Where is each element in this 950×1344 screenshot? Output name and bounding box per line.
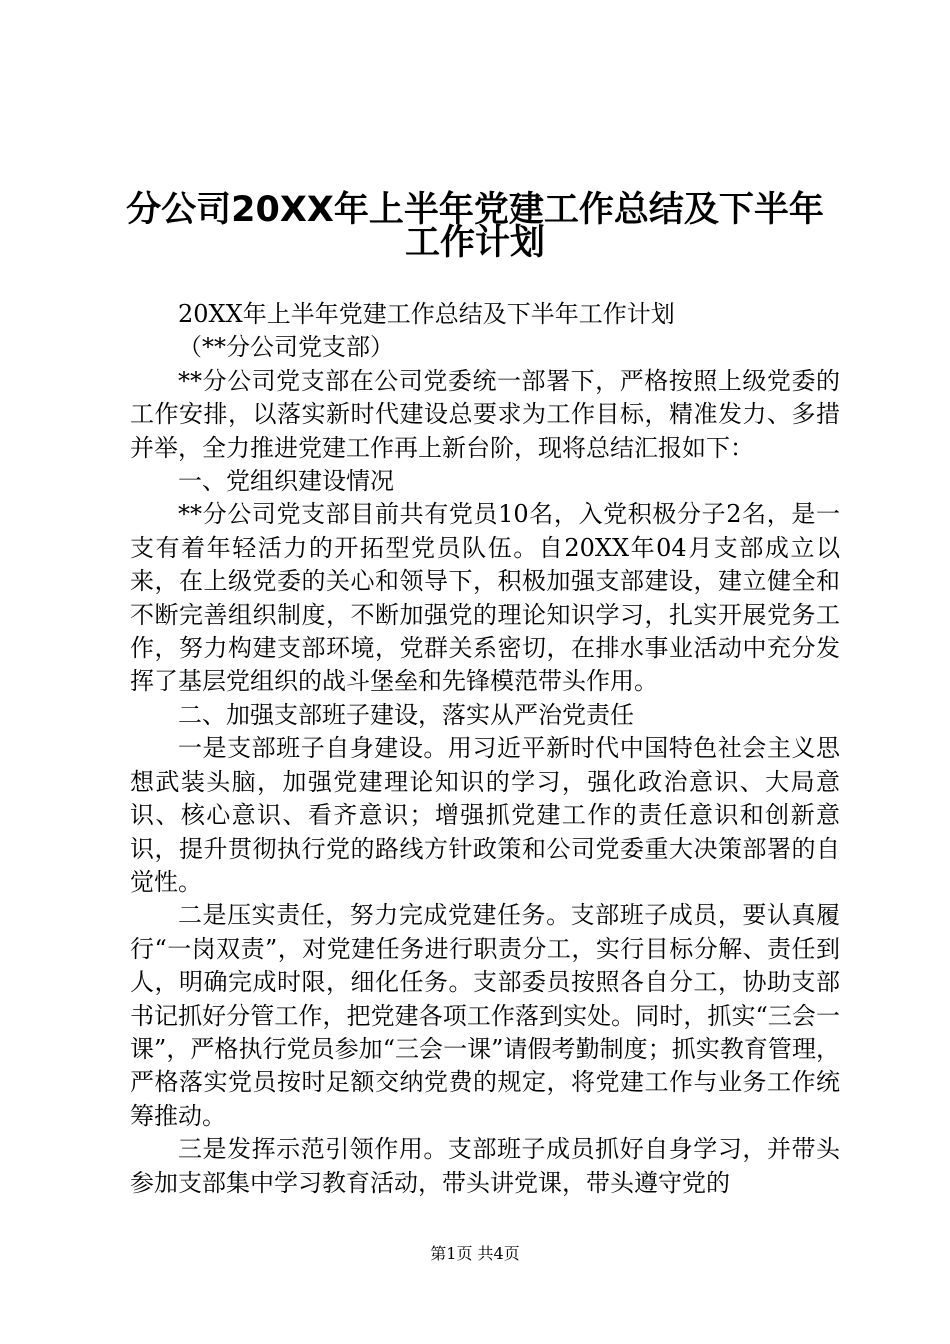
paragraph-point-1: 一是支部班子自身建设。用习近平新时代中国特色社会主义思想武装头脑，加强党建理论知识的学习，强化政治意识、大局意识、核心意识、看齐意识；增强抓党建工作的责任意识和创新意识，提升贯彻执行党的路线方针政策和公司党委重大决策部署的自觉性。	[130, 734, 840, 896]
document-body	[130, 298, 840, 1200]
paragraph-intro: **分公司党支部在公司党委统一部署下，严格按照上级党委的工作安排，以落实新时代建设总要求为工作目标，精准发力、多措并举，全力推进党建工作再上新台阶，现将总结汇报如下：	[130, 366, 840, 462]
section-heading-1: 一、党组织建设情况	[178, 467, 394, 496]
paragraph-point-2: 二是压实责任，努力完成党建任务。支部班子成员，要认真履行“一岗双责”，对党建任务进行职责分工，实行目标分解、责任到人，明确完成时限，细化任务。支部委员按照各自分工，协助支部书记抓好分管工作，把党建各项工作落到实处。同时，抓实“三会一课”，严格执行党员参加“三会一课”请假考勤制度；抓实教育管理，严格落实党员按时足额交纳党费的规定，将党建工作与业务工作统筹推动。	[130, 901, 840, 1130]
document-title-line2: 工作计划	[404, 223, 545, 263]
document-org: （**分公司党支部）	[178, 333, 394, 362]
page-footer: 第1页 共4页	[430, 1244, 520, 1263]
document-title-line1: 分公司20XX年上半年党建工作总结及下半年	[126, 190, 824, 230]
paragraph-org-status: **分公司党支部目前共有党员10名，入党积极分子2名，是一支有着年轻活力的开拓型党员队伍。自20XX年04月支部成立以来，在上级党委的关心和领导下，积极加强支部建设，建立健全和不断完善组织制度，不断加强党的理论知识学习，扎实开展党务工作，努力构建支部环境，党群关系密切，在排水事业活动中充分发挥了基层党组织的战斗堡垒和先锋模范带头作用。	[130, 500, 840, 696]
paragraph-point-3: 三是发挥示范引领作用。支部班子成员抓好自身学习，并带头参加支部集中学习教育活动，带头讲党课，带头遵守党的	[130, 1135, 840, 1197]
section-heading-2: 二、加强支部班子建设，落实从严治党责任	[178, 700, 634, 729]
document-subtitle: 20XX年上半年党建工作总结及下半年工作计划	[178, 300, 675, 328]
